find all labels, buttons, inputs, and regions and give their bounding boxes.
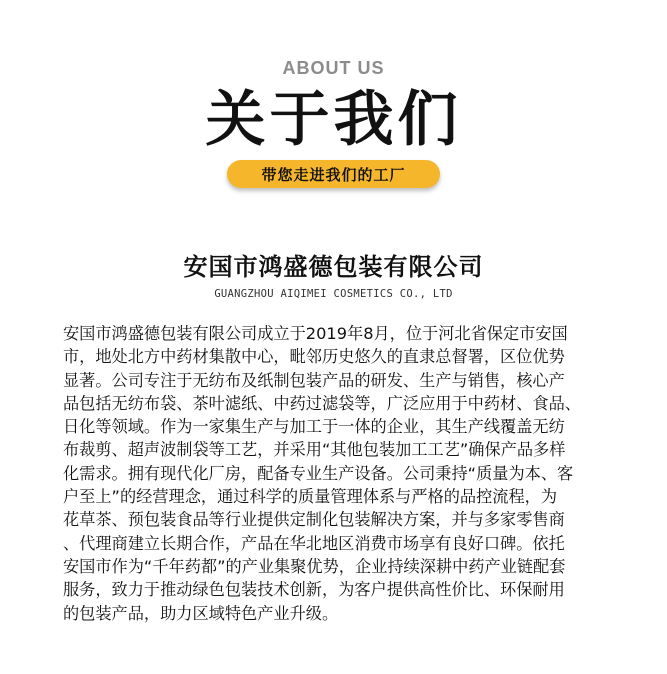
factory-tagline-text: 带您走进我们的工厂 bbox=[261, 165, 406, 184]
description-line: 品包括无纺布袋、茶叶滤纸、中药过滤袋等，广泛应用于中药材、食品、 bbox=[63, 393, 581, 413]
description-line: 显著。公司专注于无纺布及纸制包装产品的研发、生产与销售，核心产 bbox=[63, 370, 565, 390]
description-line: 的包装产品，助力区域特色产业升级。 bbox=[63, 603, 339, 623]
description-line: 、代理商建立长期合作，产品在华北地区消费市场享有良好口碑。依托 bbox=[63, 533, 565, 553]
description-line: 安国市鸿盛德包装有限公司成立于2019年8月，位于河北省保定市安国 bbox=[63, 324, 568, 343]
about-us-chinese-heading: 关于我们 bbox=[205, 85, 462, 155]
description-line: 日化等领域。作为一家集生产与加工于一体的企业，其生产线覆盖无纺 bbox=[63, 417, 565, 437]
description-line: 布裁剪、超声波制袋等工艺，并采用“其他包装加工工艺”确保产品多样 bbox=[63, 440, 566, 460]
description-line: 化需求。拥有现代化厂房，配备专业生产设备。公司秉持“质量为本、客 bbox=[63, 463, 574, 483]
company-name-english: GUANGZHOU AIQIMEI COSMETICS CO., LTD bbox=[214, 288, 453, 300]
description-line: 市，地处北方中药材集散中心，毗邻历史悠久的直隶总督署，区位优势 bbox=[63, 347, 565, 367]
description-line: 花草茶、预包装食品等行业提供定制化包装解决方案，并与多家零售商 bbox=[63, 510, 565, 530]
description-line: 户至上”的经营理念，通过科学的质量管理体系与严格的品控流程，为 bbox=[63, 487, 558, 507]
factory-tagline-pill bbox=[227, 160, 440, 188]
company-name-chinese: 安国市鸿盛德包装有限公司 bbox=[183, 253, 484, 281]
company-description bbox=[63, 322, 613, 625]
about-us-english-heading: ABOUT US bbox=[282, 58, 385, 78]
description-line: 服务，致力于推动绿色包装技术创新，为客户提供高性价比、环保耐用 bbox=[63, 580, 565, 600]
description-line: 安国市作为“千年药都”的产业集聚优势，企业持续深耕中药产业链配套 bbox=[63, 556, 566, 576]
